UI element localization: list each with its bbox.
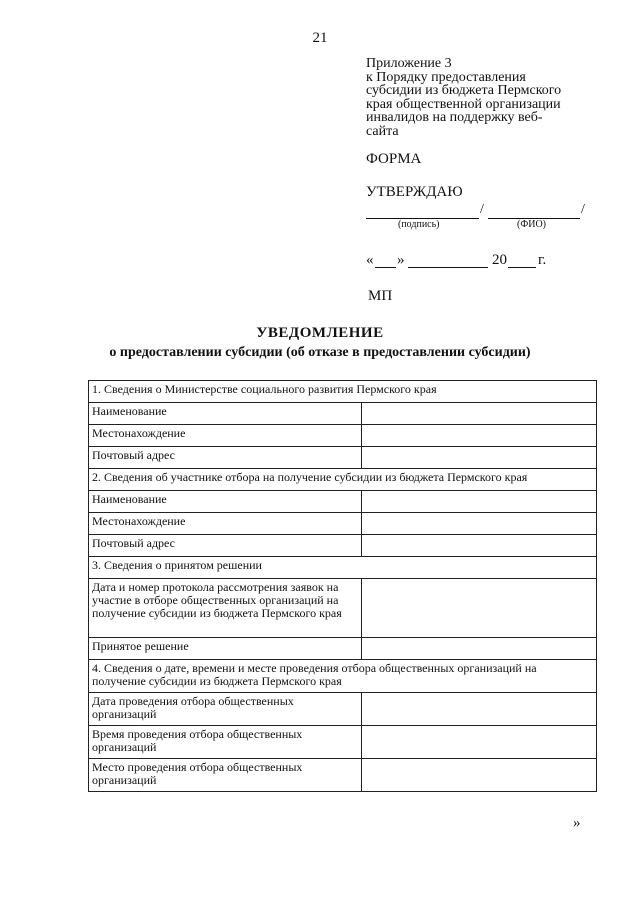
row-label: Дата проведения отбора общественных организаций: [89, 693, 362, 726]
table-row: [89, 403, 597, 425]
table-row: [89, 535, 597, 557]
section-row: [89, 660, 597, 693]
value-cell: [362, 447, 597, 469]
stamp-place: МП: [368, 288, 393, 304]
month-blank: [408, 267, 488, 268]
value-cell: [362, 759, 597, 792]
section-row: [89, 381, 597, 403]
appendix-line: субсидии из бюджета Пермского: [366, 83, 562, 98]
table-row: [89, 447, 597, 469]
signature-caption: (подпись): [398, 219, 440, 230]
separator-slash: /: [581, 202, 585, 217]
value-cell: [362, 638, 597, 660]
form-label: ФОРМА: [366, 151, 422, 167]
table-row: [89, 759, 597, 792]
table-row: [89, 726, 597, 759]
appendix-line: Приложение 3: [366, 56, 452, 71]
row-label: Почтовый адрес: [89, 447, 362, 469]
table-row: [89, 491, 597, 513]
table-row: [89, 693, 597, 726]
value-cell: [362, 403, 597, 425]
value-cell: [362, 579, 597, 638]
value-cell: [362, 425, 597, 447]
section-header: 4. Сведения о дате, времени и месте проведения отбора общественных организаций на получение субсидии из бюджета Пермского края: [89, 660, 597, 693]
row-label: Местонахождение: [89, 513, 362, 535]
day-blank: [375, 267, 396, 268]
document-title: УВЕДОМЛЕНИЕ: [256, 325, 384, 341]
row-label: Наименование: [89, 491, 362, 513]
name-caption: (ФИО): [517, 219, 547, 230]
section-header: 3. Сведения о принятом решении: [89, 557, 597, 579]
year-prefix: 20: [492, 252, 507, 268]
row-label: Наименование: [89, 403, 362, 425]
row-label: Местонахождение: [89, 425, 362, 447]
section-row: [89, 469, 597, 491]
closing-quote: »: [573, 815, 581, 831]
appendix-line: к Порядку предоставления: [366, 69, 526, 85]
separator-slash: /: [480, 202, 484, 217]
value-cell: [362, 726, 597, 759]
table-row: [89, 513, 597, 535]
value-cell: [362, 693, 597, 726]
table-row: [89, 425, 597, 447]
section-row: [89, 557, 597, 579]
appendix-line: сайта: [366, 123, 399, 139]
appendix-line: края общественной организации: [366, 96, 561, 112]
page-number: 21: [312, 30, 328, 46]
close-quote: »: [397, 252, 405, 268]
notification-table: [88, 380, 597, 792]
appendix-line: инвалидов на поддержку веб-: [366, 110, 543, 125]
row-label: Место проведения отбора общественных организаций: [89, 759, 362, 792]
approval-heading: УТВЕРЖДАЮ: [366, 184, 463, 200]
row-label: Принятое решение: [89, 638, 362, 660]
appendix-reference: [366, 57, 606, 138]
open-quote: «: [366, 252, 374, 268]
row-label: Дата и номер протокола рассмотрения заявок на участие в отборе общественных организаций на получение субсидии из бюджета Пермского края: [89, 579, 362, 638]
date-line: [366, 252, 566, 272]
value-cell: [362, 535, 597, 557]
row-label: Почтовый адрес: [89, 535, 362, 557]
year-blank: [508, 267, 536, 268]
year-suffix: г.: [538, 252, 547, 268]
section-header: 1. Сведения о Министерстве социального развития Пермского края: [89, 381, 597, 403]
section-header: 2. Сведения об участнике отбора на получение субсидии из бюджета Пермского края: [89, 469, 597, 491]
row-label: Время проведения отбора общественных организаций: [89, 726, 362, 759]
value-cell: [362, 513, 597, 535]
table-row: [89, 638, 597, 660]
document-subtitle: о предоставлении субсидии (об отказе в предоставлении субсидии): [109, 345, 531, 360]
value-cell: [362, 491, 597, 513]
table-row: [89, 579, 597, 638]
